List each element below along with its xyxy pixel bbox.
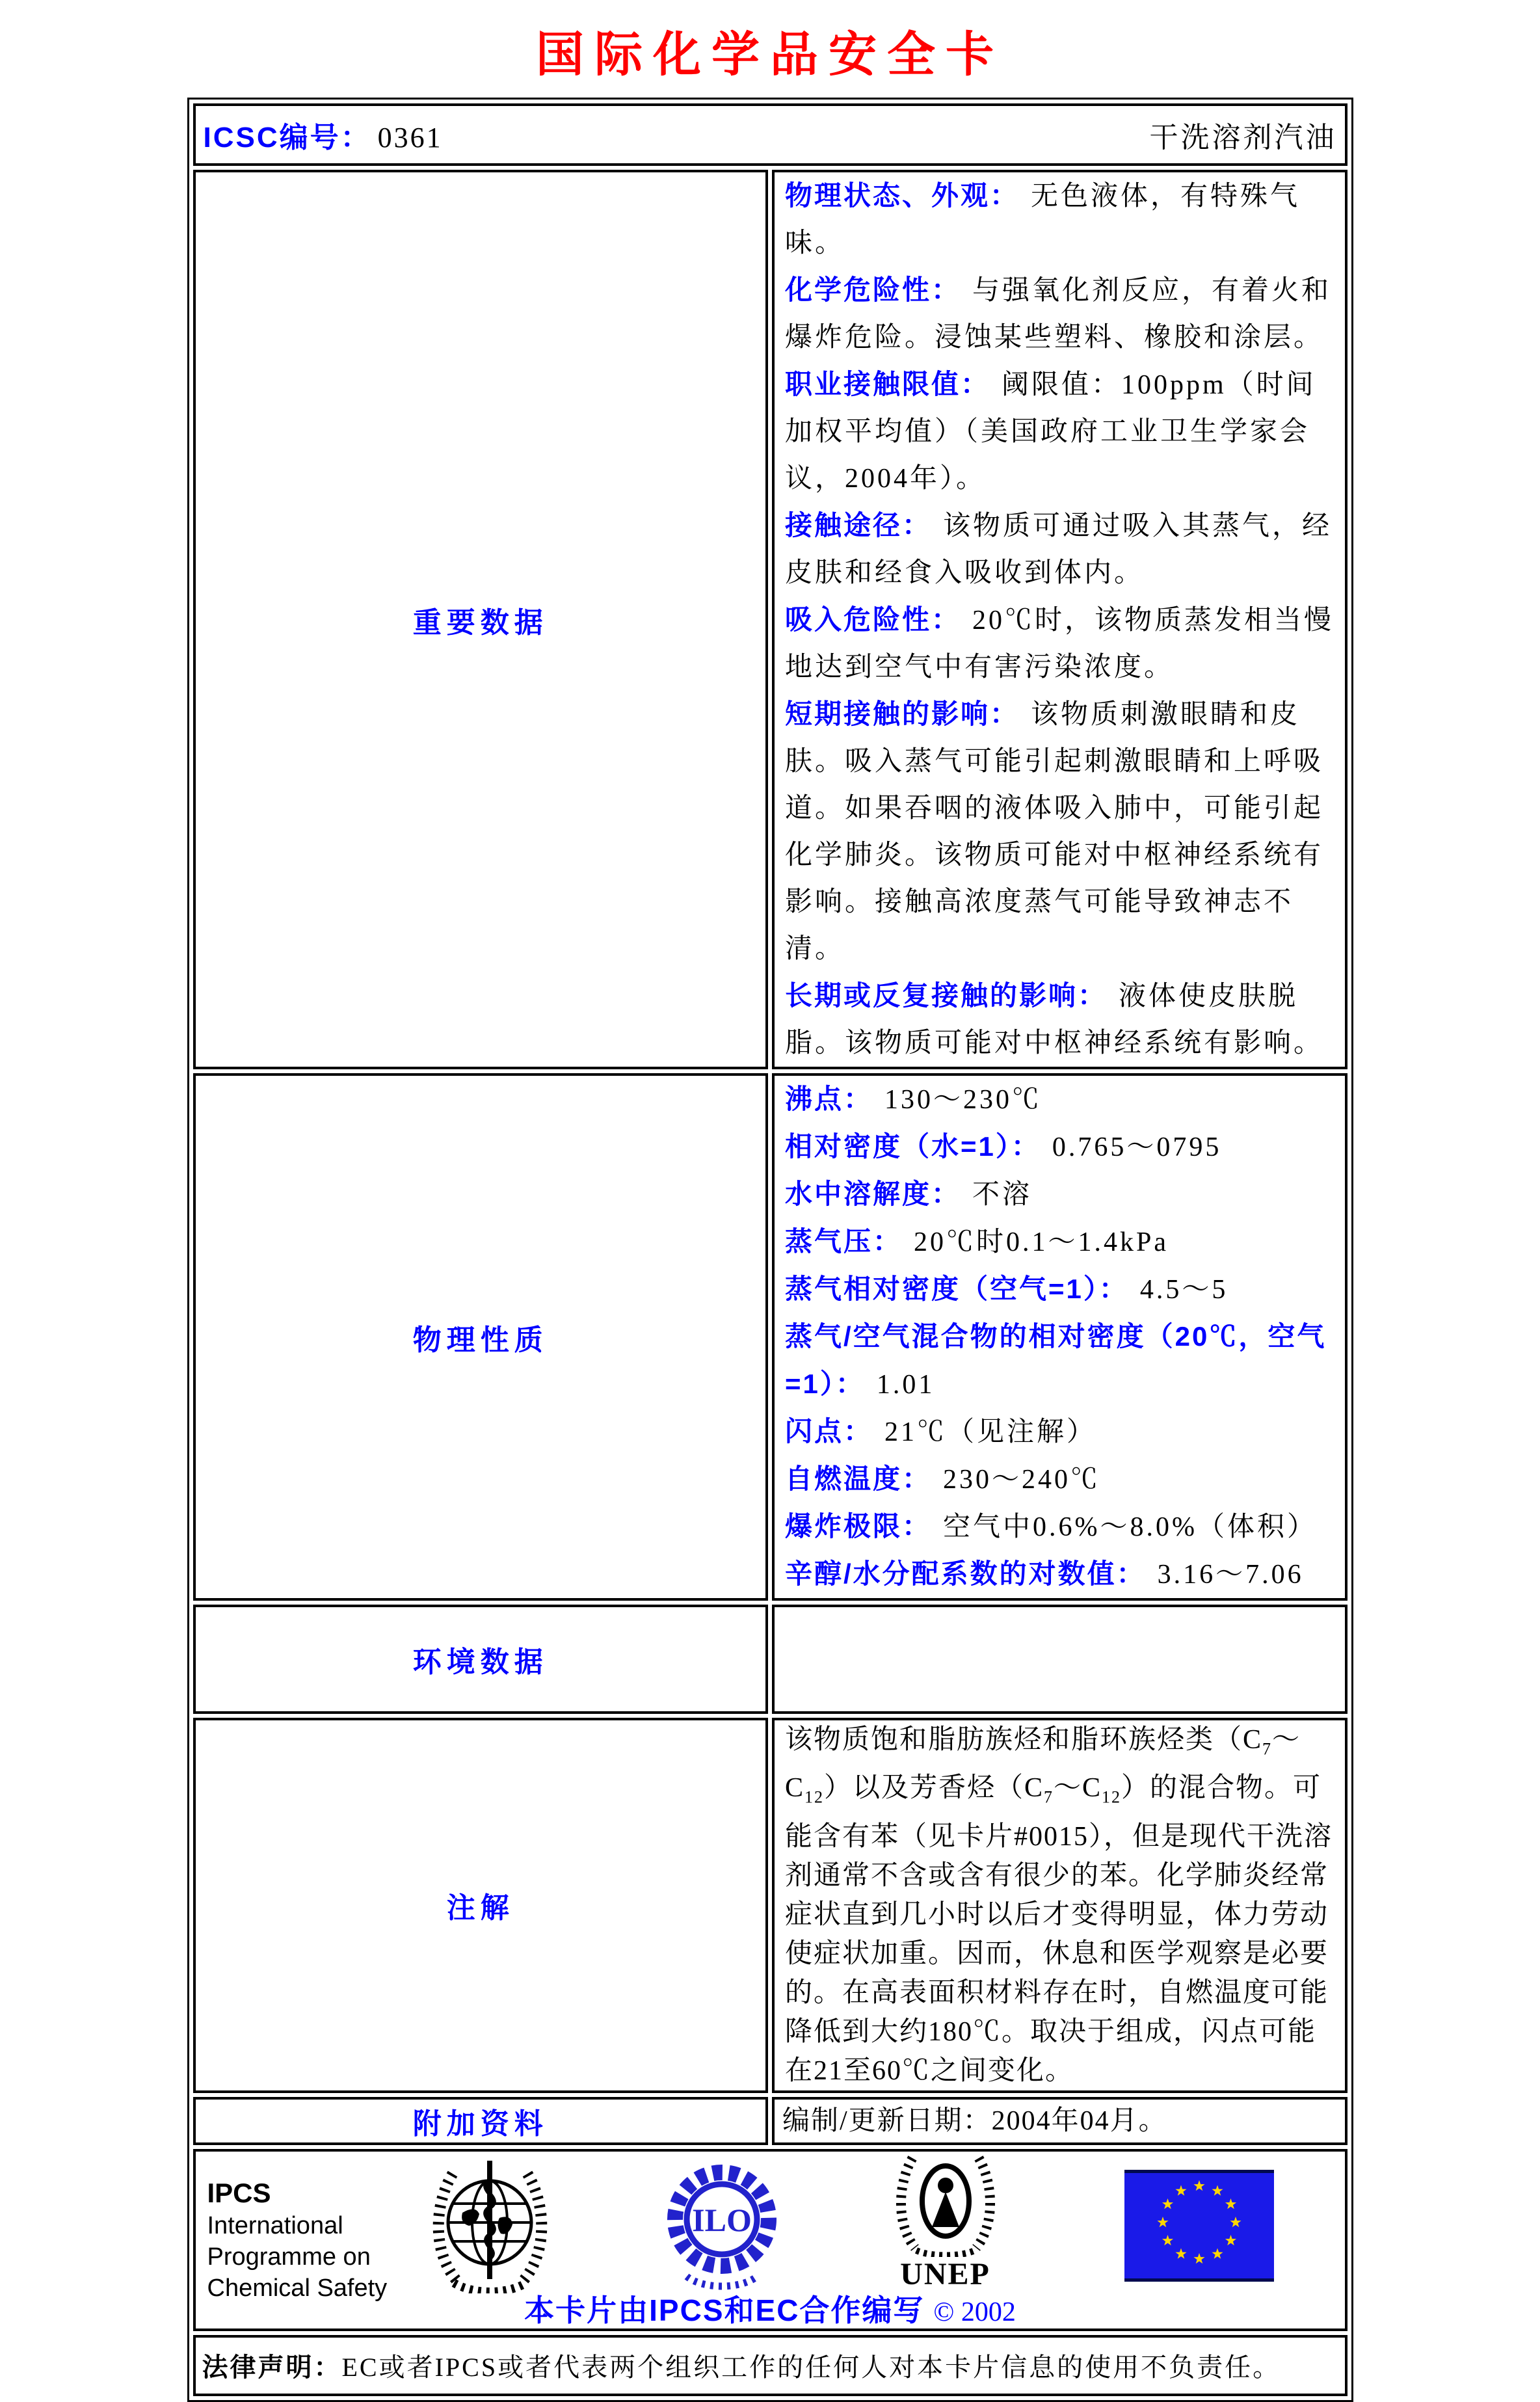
environment-data-row [193, 1605, 1348, 1714]
notes-row [193, 1718, 1348, 2093]
property-label: 相对密度（水=1）： [785, 1131, 1041, 1162]
ipcs-subtitle-line: Programme on [207, 2243, 371, 2271]
property-value: 4.5～5 [1139, 1275, 1228, 1305]
property-label: 辛醇/水分配系数的对数值： [785, 1558, 1146, 1589]
legal-text: EC或者IPCS或者代表两个组织工作的任何人对本卡片信息的使用不负责任。 [341, 2353, 1281, 2382]
ipcs-text-block [207, 2176, 388, 2304]
header-cell [193, 103, 1348, 166]
labeled-paragraph [785, 502, 1340, 596]
property-value: 1.01 [876, 1370, 935, 1400]
property-line [785, 1456, 1340, 1503]
property-line [785, 1171, 1340, 1218]
labeled-paragraph [785, 172, 1340, 267]
property-line [785, 1551, 1340, 1598]
property-label: 水中溶解度： [785, 1179, 961, 1209]
property-label: 爆炸极限： [785, 1511, 932, 1541]
property-line [785, 1503, 1340, 1551]
section-label-important: 重要数据 [193, 170, 769, 1069]
logos-strip [196, 2152, 1345, 2329]
header-row [193, 103, 1348, 166]
labeled-paragraph [785, 972, 1340, 1067]
ipcs-title: IPCS [207, 2177, 271, 2208]
icsc-card-table [187, 98, 1353, 2402]
logos-cell [193, 2149, 1348, 2331]
property-label: 蒸气压： [785, 1226, 903, 1257]
paragraph-text: 该物质可通过吸入其蒸气，经皮肤和经食入吸收到体内。 [785, 511, 1333, 588]
property-label: 蒸气/空气混合物的相对密度（20℃，空气=1）： [785, 1321, 1327, 1399]
legal-cell [193, 2335, 1348, 2396]
property-label: 自燃温度： [785, 1463, 932, 1494]
environment-data-content [772, 1605, 1348, 1714]
property-value: 230～240℃ [943, 1465, 1101, 1495]
paragraph-text: 无色液体，有特殊气味。 [785, 181, 1301, 258]
paragraph-text: 20℃时，该物质蒸发相当慢地达到空气中有害污染浓度。 [785, 606, 1334, 682]
section-label-physical: 物理性质 [193, 1073, 769, 1601]
icsc-number-label: ICSC编号： [203, 122, 371, 153]
unep-logo-block [890, 2154, 1001, 2292]
ilo-logo-text: ILO [691, 2201, 752, 2238]
ipcs-subtitle-line: International [207, 2211, 343, 2239]
important-data-content [772, 170, 1348, 1069]
notes-paragraph: 该物质饱和脂肪族烃和脂环族烃类$(C_7\sim C_{12})$以及芳香烃$(C_7\sim C_{12})$的混合物。可能含有苯（见卡片#0015），但是现代干洗溶剂通常不含或含有很少的苯。化学肺炎经常症状直到几小时以后才变得明显，体力劳动使症状加重。因而，休息和医学观察是必要的。在高表面积材料存在时，自燃温度可能降低到大约180℃。取决于组成，闪点可能在21至60℃之间变化。 [785, 1725, 1333, 2086]
section-label-additional: 附加资料 [193, 2097, 769, 2145]
labeled-paragraph [785, 596, 1340, 691]
paragraph-label: 长期或反复接触的影响： [785, 980, 1108, 1011]
important-data-row [193, 170, 1348, 1069]
icsc-number-group [204, 114, 443, 155]
credit-text: 本卡片由IPCS和EC合作编写 [524, 2293, 925, 2327]
physical-properties-content [772, 1073, 1348, 1601]
eu-flag-icon [1124, 2170, 1274, 2282]
additional-info-content: 编制/更新日期：2004年04月。 [772, 2097, 1348, 2145]
paragraph-label: 短期接触的影响： [785, 699, 1020, 729]
property-value: 3.16～7.06 [1157, 1560, 1304, 1590]
paragraph-text: 该物质刺激眼睛和皮肤。吸入蒸气可能引起刺激眼睛和上呼吸道。如果吞咽的液体吸入肺中，可能引起化学肺炎。该物质可能对中枢神经系统有影响。接触高浓度蒸气可能导致神志不清。 [785, 700, 1324, 964]
property-line [785, 1076, 1340, 1123]
paragraph-label: 接触途径： [785, 510, 932, 540]
ipcs-subtitle-line: Chemical Safety [207, 2274, 388, 2302]
paragraph-label: 化学危险性： [785, 274, 961, 305]
property-label: 闪点： [785, 1416, 873, 1447]
unep-logo-text: UNEP [900, 2256, 990, 2291]
paragraph-text: 与强氧化剂反应，有着火和爆炸危险。浸蚀某些塑料、橡胶和涂层。 [785, 276, 1332, 353]
property-value: 20℃时0.1～1.4kPa [914, 1227, 1169, 1257]
property-line [785, 1218, 1340, 1266]
section-label-environment: 环境数据 [193, 1605, 769, 1714]
property-line [785, 1266, 1340, 1313]
physical-properties-row [193, 1073, 1348, 1601]
ilo-logo-icon [667, 2155, 777, 2293]
unep-logo-icon [890, 2154, 1001, 2257]
labeled-paragraph [785, 267, 1340, 361]
property-label: 蒸气相对密度（空气=1）： [785, 1274, 1128, 1304]
legal-row [193, 2335, 1348, 2396]
section-label-notes: 注解 [193, 1718, 769, 2093]
header-bar [204, 114, 1337, 155]
property-line [785, 1408, 1340, 1456]
labeled-paragraph [785, 361, 1340, 502]
who-logo-icon [427, 2155, 553, 2293]
labeled-paragraph [785, 691, 1340, 972]
property-value: 130～230℃ [884, 1085, 1042, 1115]
paragraph-text: 阈限值：100ppm（时间加权平均值）（美国政府工业卫生学家会议，2004年）。 [785, 370, 1316, 494]
paragraph-label: 职业接触限值： [785, 369, 990, 399]
paragraph-text: 液体使皮肤脱脂。该物质可能对中枢神经系统有影响。 [785, 981, 1324, 1058]
copyright-text: © 2002 [933, 2297, 1016, 2327]
notes-content [772, 1718, 1348, 2093]
additional-info-row [193, 2097, 1348, 2145]
page-title: 国际化学品安全卡 [536, 29, 1004, 82]
property-label: 沸点： [785, 1084, 873, 1114]
icsc-number-value: 0361 [377, 122, 443, 153]
credit-line [196, 2287, 1345, 2330]
property-value: 空气中0.6%～8.0%（体积） [943, 1512, 1317, 1542]
substance-name: 干洗溶剂汽油 [1149, 122, 1337, 153]
property-value: 0.765～0795 [1052, 1132, 1222, 1162]
legal-label: 法律声明： [202, 2353, 342, 2382]
paragraph-label: 吸入危险性： [785, 604, 961, 635]
property-line [785, 1313, 1340, 1408]
paragraph-label: 物理状态、外观： [785, 180, 1020, 211]
property-value: 不溶 [972, 1180, 1033, 1210]
logos-row [193, 2149, 1348, 2331]
property-line [785, 1123, 1340, 1171]
property-value: 21℃（见注解） [884, 1417, 1097, 1447]
